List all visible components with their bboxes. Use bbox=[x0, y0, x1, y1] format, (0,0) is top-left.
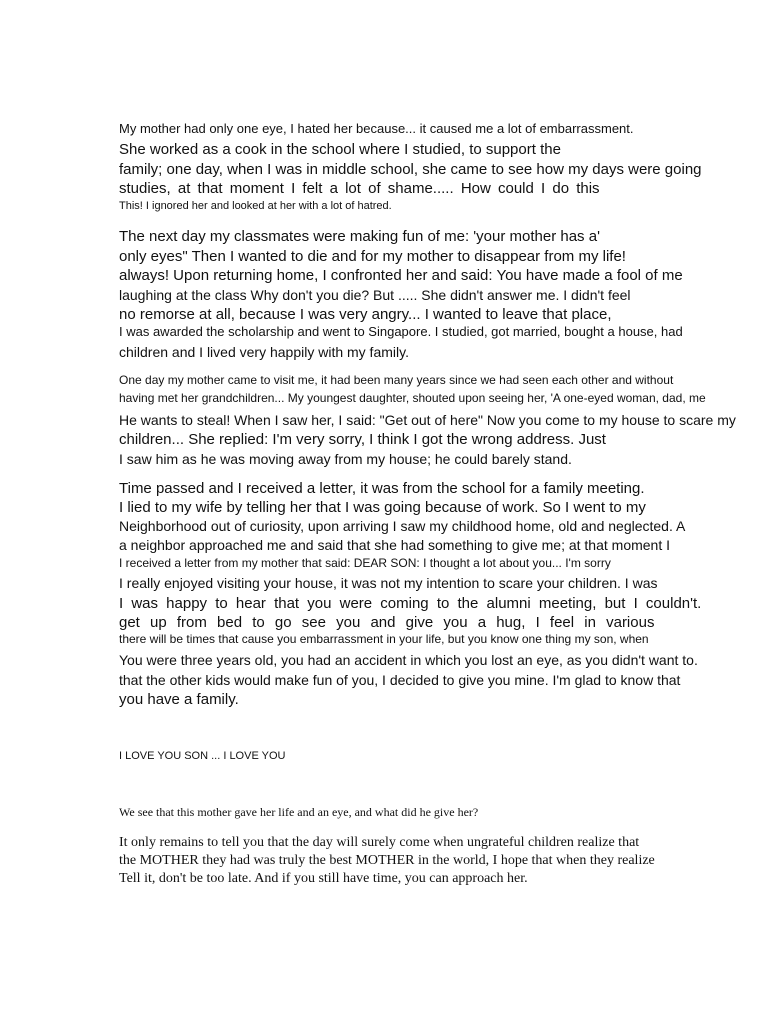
paragraph-1-line-5: This! I ignored her and looked at her with a lot of hatred. bbox=[119, 200, 392, 212]
paragraph-4-line-12: you have a family. bbox=[119, 691, 239, 708]
paragraph-4-line-2: I lied to my wife by telling her that I was going because of work. So I went to my bbox=[119, 499, 646, 516]
paragraph-1-line-1: My mother had only one eye, I hated her because... it caused me a lot of embarrassment. bbox=[119, 121, 634, 136]
paragraph-4-line-1: Time passed and I received a letter, it was from the school for a family meeting. bbox=[119, 480, 645, 497]
paragraph-4-line-4: a neighbor approached me and said that she had something to give me; at that moment I bbox=[119, 537, 671, 553]
final-paragraph-line-3: Tell it, don't be too late. And if you still have time, you can approach her. bbox=[119, 871, 528, 886]
paragraph-2-line-1: The next day my classmates were making fun of me: 'your mother has a' bbox=[119, 228, 600, 245]
paragraph-1-line-3: family; one day, when I was in middle school, she came to see how my days were going bbox=[119, 161, 702, 178]
paragraph-4-line-7: I was happy to hear that you were coming to the alumni meeting, but I couldn't. bbox=[119, 595, 702, 612]
paragraph-2-line-7: children and I lived very happily with my family. bbox=[119, 344, 409, 360]
paragraph-2-line-5: no remorse at all, because I was very angry... I wanted to leave that place, bbox=[119, 306, 612, 323]
final-paragraph-line-1: It only remains to tell you that the day will surely come when ungrateful children realize that bbox=[119, 835, 640, 850]
final-paragraph-line-2: the MOTHER they had was truly the best MOTHER in the world, I hope that when they realize bbox=[119, 853, 655, 868]
paragraph-1-line-2: She worked as a cook in the school where I studied, to support the bbox=[119, 141, 561, 158]
paragraph-4-line-3: Neighborhood out of curiosity, upon arriving I saw my childhood home, old and neglected. A bbox=[119, 518, 686, 534]
paragraph-4-line-11: that the other kids would make fun of you, I decided to give you mine. I'm glad to know that bbox=[119, 672, 681, 688]
paragraph-4-line-9: there will be times that cause you embarrassment in your life, but you know one thing my son, when bbox=[119, 632, 649, 646]
question-line: We see that this mother gave her life and an eye, and what did he give her? bbox=[119, 805, 479, 819]
paragraph-4-line-6: I really enjoyed visiting your house, it was not my intention to scare your children. I was bbox=[119, 575, 658, 591]
paragraph-3-line-4: children... She replied: I'm very sorry, I think I got the wrong address. Just bbox=[119, 431, 606, 448]
paragraph-4-line-5: I received a letter from my mother that said: DEAR SON: I thought a lot about you... I'm sorry bbox=[119, 556, 611, 570]
paragraph-2-line-4: laughing at the class Why don't you die? But ..... She didn't answer me. I didn't feel bbox=[119, 287, 631, 303]
paragraph-4-line-8: get up from bed to go see you and give you a hug, I feel in various bbox=[119, 614, 655, 631]
closing-line: I LOVE YOU SON ... I LOVE YOU bbox=[119, 750, 286, 762]
paragraph-1-line-4: studies, at that moment I felt a lot of shame..... How could I do this bbox=[119, 180, 600, 197]
paragraph-3-line-2: having met her grandchildren... My youngest daughter, shouted upon seeing her, 'A one-eyed woman, dad, me bbox=[119, 391, 706, 405]
paragraph-4-line-10: You were three years old, you had an accident in which you lost an eye, as you didn't want to. bbox=[119, 652, 698, 668]
paragraph-2-line-6: I was awarded the scholarship and went to Singapore. I studied, got married, bought a house, had bbox=[119, 324, 683, 339]
paragraph-3-line-3: He wants to steal! When I saw her, I said: "Get out of here" Now you come to my house to scare my bbox=[119, 412, 736, 428]
paragraph-2-line-2: only eyes" Then I wanted to die and for my mother to disappear from my life! bbox=[119, 248, 626, 265]
paragraph-2-line-3: always! Upon returning home, I confronted her and said: You have made a fool of me bbox=[119, 267, 683, 284]
paragraph-3-line-5: I saw him as he was moving away from my house; he could barely stand. bbox=[119, 451, 572, 467]
paragraph-3-line-1: One day my mother came to visit me, it had been many years since we had seen each other and without bbox=[119, 373, 674, 387]
